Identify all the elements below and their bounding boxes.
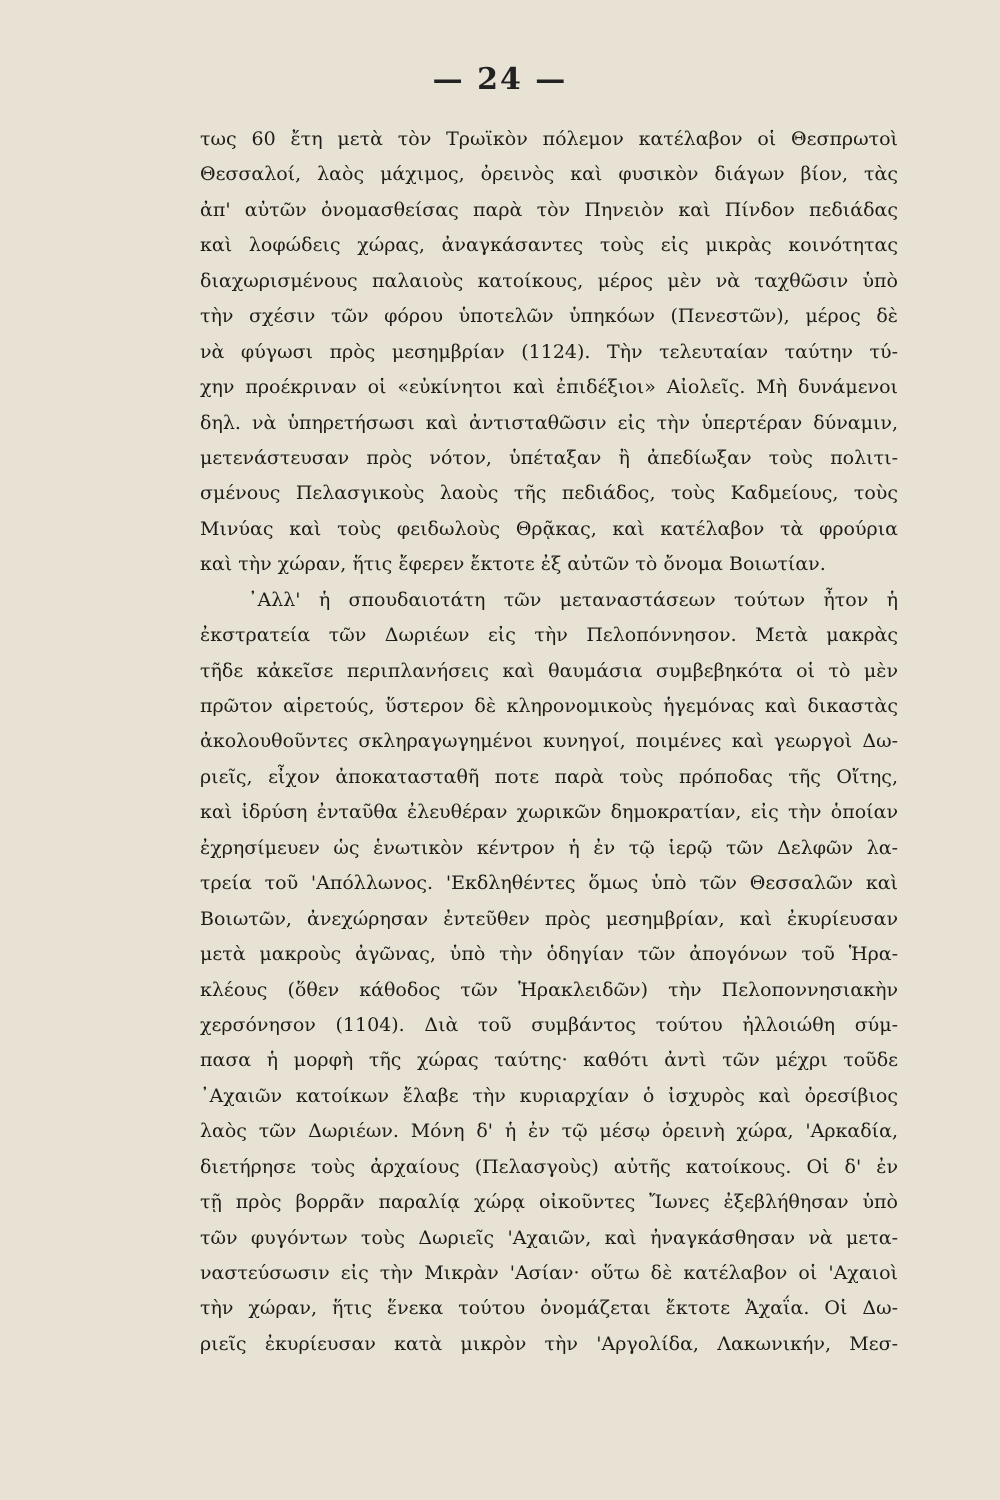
text-line: τὴν χώραν, ἥτις ἕνεκα τούτου ὀνομάζεται ἔκτοτε Ἀχαΐα. Οἱ Δω- bbox=[200, 1297, 898, 1320]
text-line: ᾿Αχαιῶν κατοίκων ἔλαβε τὴν κυριαρχίαν ὁ ἰσχυρὸς καὶ ὀρεσίβιος bbox=[200, 1084, 898, 1107]
text-line: Θεσσαλοί, λαὸς μάχιμος, ὀρεινὸς καὶ φυσικὸν διάγων βίον, τὰς bbox=[200, 163, 898, 186]
text-line: Μινύας καὶ τοὺς φειδωλοὺς Θρᾷκας, καὶ κατέλαβον τὰ φρούρια bbox=[200, 517, 898, 540]
paragraph-start-line: ᾿Αλλ' ἡ σπουδαιοτάτη τῶν μεταναστάσεων τούτων ἦτον ἡ bbox=[248, 588, 898, 611]
text-line: τὴν σχέσιν τῶν φόρου ὑποτελῶν ὑπηκόων (Πενεστῶν), μέρος δὲ bbox=[200, 305, 898, 328]
text-line: ἐχρησίμευεν ὡς ἑνωτικὸν κέντρον ἡ ἐν τῷ ἱερῷ τῶν Δελφῶν λα- bbox=[200, 836, 898, 859]
text-line: ριεῖς ἐκυρίευσαν κατὰ μικρὸν τὴν 'Αργολίδα, Λακωνικήν, Μεσ- bbox=[200, 1332, 898, 1355]
text-line: ριεῖς, εἶχον ἀποκατασταθῆ ποτε παρὰ τοὺς πρόποδας τῆς Οἴτης, bbox=[200, 765, 898, 788]
text-line: διαχωρισμένους παλαιοὺς κατοίκους, μέρος μὲν νὰ ταχθῶσιν ὑπὸ bbox=[200, 269, 898, 292]
text-line: τως 60 ἔτη μετὰ τὸν Τρωϊκὸν πόλεμον κατέλαβον οἱ Θεσπρωτοὶ bbox=[200, 128, 898, 150]
text-line: πρῶτον αἱρετούς, ὕστερον δὲ κληρονομικοὺς ἡγεμόνας καὶ δικαστὰς bbox=[200, 695, 898, 717]
text-line: ἀκολουθοῦντες σκληραγωγημένοι κυνηγοί, ποιμένες καὶ γεωργοὶ Δω- bbox=[200, 730, 898, 753]
text-line: τῇ πρὸς βορρᾶν παραλίᾳ χώρᾳ οἰκοῦντες Ἴωνες ἐξεβλήθησαν ὑπὸ bbox=[200, 1191, 898, 1214]
text-line: καὶ ἱδρύση ἐνταῦθα ἐλευθέραν χωρικῶν δημοκρατίαν, εἰς τὴν ὁποίαν bbox=[200, 801, 898, 824]
text-line: διετήρησε τοὺς ἀρχαίους (Πελασγοὺς) αὐτῆς κατοίκους. Οἱ δ' ἐν bbox=[200, 1155, 898, 1178]
text-line: ναστεύσωσιν εἰς τὴν Μικρὰν 'Ασίαν· οὕτω δὲ κατέλαβον οἱ 'Αχαιοὶ bbox=[200, 1262, 898, 1284]
text-line: σμένους Πελασγικοὺς λαοὺς τῆς πεδιάδος, τοὺς Καδμείους, τοὺς bbox=[200, 482, 898, 505]
text-line: χην προέκριναν οἱ «εὐκίνητοι καὶ ἐπιδέξιοι» Αἰολεῖς. Μὴ δυνάμενοι bbox=[200, 376, 898, 399]
text-line: ἀπ' αὐτῶν ὀνομασθείσας παρὰ τὸν Πηνειὸν καὶ Πίνδον πεδιάδας bbox=[200, 198, 898, 221]
text-line: δηλ. νὰ ὑπηρετήσωσι καὶ ἀντισταθῶσιν εἰς τὴν ὑπερτέραν δύναμιν, bbox=[200, 411, 898, 434]
text-line: νὰ φύγωσι πρὸς μεσημβρίαν (1124). Τὴν τελευταίαν ταύτην τύ- bbox=[200, 340, 898, 363]
text-line: μετὰ μακροὺς ἀγῶνας, ὑπὸ τὴν ὁδηγίαν τῶν ἀπογόνων τοῦ Ἡρα- bbox=[200, 943, 898, 966]
text-line: καὶ λοφώδεις χώρας, ἀναγκάσαντες τοὺς εἰς μικρὰς κοινότητας bbox=[200, 234, 898, 257]
text-line: τῶν φυγόντων τοὺς Δωριεῖς 'Αχαιῶν, καὶ ἠναγκάσθησαν νὰ μετα- bbox=[200, 1226, 898, 1249]
text-line: καὶ τὴν χώραν, ἥτις ἔφερεν ἔκτοτε ἐξ αὐτῶν τὸ ὄνομα Βοιωτίαν. bbox=[200, 553, 826, 576]
text-line: Βοιωτῶν, ἀνεχώρησαν ἐντεῦθεν πρὸς μεσημβρίαν, καὶ ἐκυρίευσαν bbox=[200, 907, 898, 930]
text-line: τῆδε κἀκεῖσε περιπλανήσεις καὶ θαυμάσια συμβεβηκότα οἱ τὸ μὲν bbox=[200, 659, 898, 682]
text-line: τρεία τοῦ 'Απόλλωνος. 'Εκδληθέντες ὅμως ὑπὸ τῶν Θεσσαλῶν καὶ bbox=[200, 872, 898, 895]
text-line: κλέους (ὅθεν κάθοδος τῶν Ἡρακλειδῶν) τὴν Πελοποννησιακὴν bbox=[200, 978, 898, 1001]
text-line: χερσόνησον (1104). Διὰ τοῦ συμβάντος τούτου ἠλλοιώθη σύμ- bbox=[200, 1013, 898, 1036]
text-line: ἐκστρατεία τῶν Δωριέων εἰς τὴν Πελοπόννησον. Μετὰ μακρὰς bbox=[200, 624, 898, 647]
page-number: — 24 — bbox=[432, 62, 568, 97]
text-line: πασα ἡ μορφὴ τῆς χώρας ταύτης· καθότι ἀντὶ τῶν μέχρι τοῦδε bbox=[200, 1049, 898, 1072]
text-line: μετενάστευσαν πρὸς νότον, ὑπέταξαν ἢ ἀπεδίωξαν τοὺς πολιτι- bbox=[200, 446, 898, 469]
text-line: λαὸς τῶν Δωριέων. Μόνη δ' ἡ ἐν τῷ μέσῳ ὀρεινὴ χώρα, 'Αρκαδία, bbox=[200, 1120, 898, 1143]
body-text bbox=[200, 122, 898, 1362]
